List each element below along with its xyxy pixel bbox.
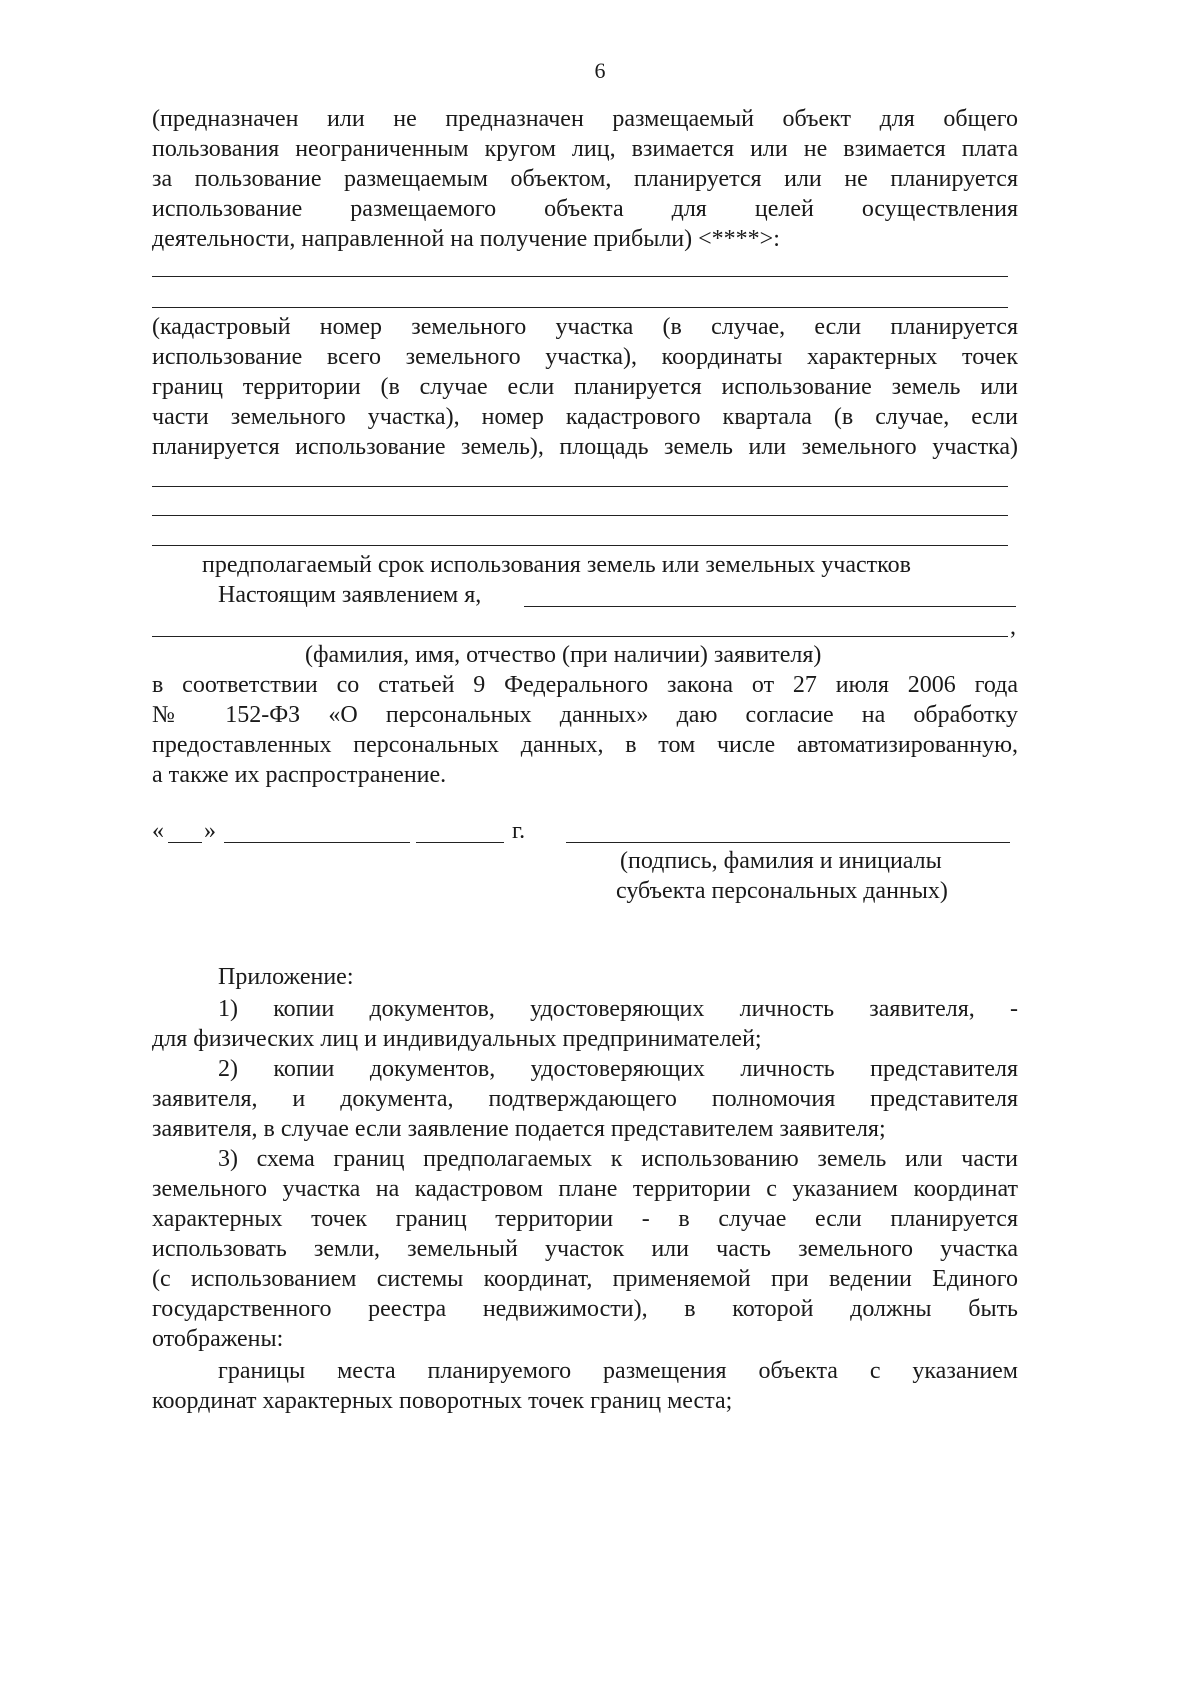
- appendix-item-3-cont: характерных точек границ территории - в случае если планируется: [152, 1206, 1018, 1232]
- date-day-field[interactable]: [168, 842, 202, 843]
- appendix-item-2: 2) копии документов, удостоверяющих личность представителя: [218, 1056, 1018, 1082]
- date-quote-close: »: [204, 818, 216, 844]
- appendix-item-1-cont: для физических лиц и индивидуальных предпринимателей;: [152, 1026, 762, 1052]
- appendix-item-3-sub-cont: координат характерных поворотных точек границ места;: [152, 1388, 733, 1414]
- consent-intro: Настоящим заявлением я,: [218, 582, 482, 608]
- text-line: (кадастровый номер земельного участка (в случае, если планируется: [152, 314, 1018, 340]
- text-line: границ территории (в случае если планируется использование земель или: [152, 374, 1018, 400]
- page-number: 6: [594, 58, 606, 83]
- text-line: пользования неограниченным кругом лиц, взимается или не взимается плата: [152, 136, 1018, 162]
- signature-field[interactable]: [566, 842, 1010, 843]
- fill-in-line[interactable]: [152, 276, 1008, 277]
- fill-in-line[interactable]: [152, 545, 1008, 546]
- appendix-item-3-cont: государственного реестра недвижимости), в которой должны быть: [152, 1296, 1018, 1322]
- text-line: № 152-ФЗ «О персональных данных» даю согласие на обработку: [152, 702, 1018, 728]
- appendix-heading: Приложение:: [218, 964, 354, 990]
- text-line: деятельности, направленной на получение прибыли) <****>:: [152, 226, 780, 252]
- appendix-item-1: 1) копии документов, удостоверяющих личность заявителя, -: [218, 996, 1018, 1022]
- text-line: за пользование размещаемым объектом, планируется или не планируется: [152, 166, 1018, 192]
- date-quote-open: «: [152, 818, 164, 844]
- text-line: в соответствии со статьей 9 Федерального закона от 27 июля 2006 года: [152, 672, 1018, 698]
- appendix-item-3: 3) схема границ предполагаемых к использованию земель или части: [218, 1146, 1018, 1172]
- text-line: а также их распространение.: [152, 762, 447, 788]
- appendix-item-3-cont: использовать земли, земельный участок или часть земельного участка: [152, 1236, 1018, 1262]
- fill-in-line[interactable]: [152, 515, 1008, 516]
- applicant-name-field-continued[interactable]: [152, 636, 1008, 637]
- appendix-item-3-sub: границы места планируемого размещения объекта с указанием: [218, 1358, 1018, 1384]
- fio-caption: (фамилия, имя, отчество (при наличии) заявителя): [305, 642, 822, 668]
- appendix-item-3-cont: (с использованием системы координат, применяемой при ведении Единого: [152, 1266, 1018, 1292]
- signature-caption-line2: субъекта персональных данных): [616, 878, 948, 904]
- appendix-item-2-cont: заявителя, в случае если заявление подается представителем заявителя;: [152, 1116, 886, 1142]
- signature-caption-line1: (подпись, фамилия и инициалы: [620, 848, 942, 874]
- comma: ,: [1010, 614, 1016, 640]
- fill-in-line[interactable]: [152, 307, 1008, 308]
- text-line: (предназначен или не предназначен размещаемый объект для общего: [152, 106, 1018, 132]
- term-caption: предполагаемый срок использования земель или земельных участков: [202, 552, 911, 578]
- appendix-item-3-cont: земельного участка на кадастровом плане территории с указанием координат: [152, 1176, 1018, 1202]
- text-line: использование всего земельного участка), координаты характерных точек: [152, 344, 1018, 370]
- applicant-name-field[interactable]: [524, 606, 1016, 607]
- year-suffix: г.: [512, 818, 526, 844]
- text-line: планируется использование земель), площадь земель или земельного участка): [152, 434, 1018, 460]
- text-line: предоставленных персональных данных, в том числе автоматизированную,: [152, 732, 1018, 758]
- date-month-field[interactable]: [224, 842, 410, 843]
- appendix-item-3-cont: отображены:: [152, 1326, 284, 1352]
- text-line: использование размещаемого объекта для целей осуществления: [152, 196, 1018, 222]
- appendix-item-2-cont: заявителя, и документа, подтверждающего полномочия представителя: [152, 1086, 1018, 1112]
- date-year-field[interactable]: [416, 842, 504, 843]
- fill-in-line[interactable]: [152, 486, 1008, 487]
- text-line: части земельного участка), номер кадастрового квартала (в случае, если: [152, 404, 1018, 430]
